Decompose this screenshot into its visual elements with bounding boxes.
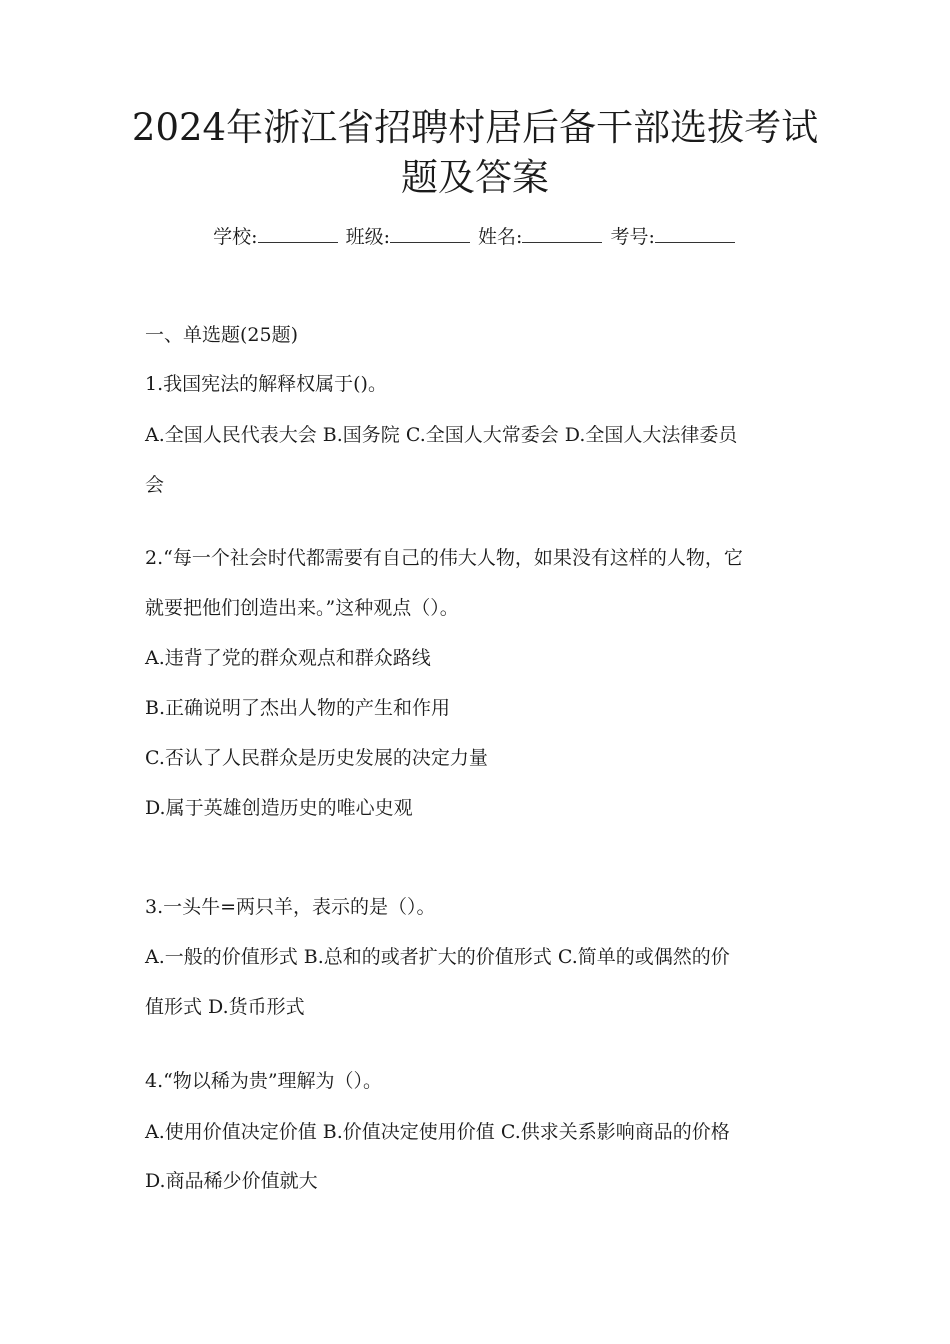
question-2-stem-line-2: 就要把他们创造出来。”这种观点（）。 [145,597,459,619]
question-3-options-line-1: A.一般的价值形式 B.总和的或者扩大的价值形式 C.简单的或偶然的价 [145,946,730,968]
school-label: 学校: [213,226,258,248]
school-blank [258,224,338,243]
question-1-options-line-2: 会 [145,474,165,496]
exam-number-blank [655,224,735,243]
question-2-option-a: A.违背了党的群众观点和群众路线 [145,647,431,669]
question-2-stem-line-1: 2.“每一个社会时代都需要有自己的伟大人物，如果没有这样的人物，它 [145,547,743,569]
section-heading: 一、单选题(25题) [145,324,299,346]
class-blank [390,224,470,243]
question-4-options-line-2: D.商品稀少价值就大 [145,1170,318,1192]
student-info-row [0,222,950,252]
document-title-line-1: 2024年浙江省招聘村居后备干部选拔考试 [131,106,819,149]
question-2-option-d: D.属于英雄创造历史的唯心史观 [145,797,413,819]
question-4-options-line-1: A.使用价值决定价值 B.价值决定使用价值 C.供求关系影响商品的价格 [145,1121,730,1143]
class-label: 班级: [345,226,390,248]
document-title-line-2: 题及答案 [401,156,549,199]
name-blank [522,224,602,243]
question-3-options-line-2: 值形式 D.货币形式 [145,996,305,1018]
question-2-option-b: B.正确说明了杰出人物的产生和作用 [145,697,451,719]
question-2-option-c: C.否认了人民群众是历史发展的决定力量 [145,747,488,769]
question-4-stem: 4.“物以稀为贵”理解为（）。 [145,1070,383,1092]
question-1-stem: 1.我国宪法的解释权属于()。 [145,373,387,395]
exam-number-label: 考号: [610,226,655,248]
name-label: 姓名: [478,226,523,248]
question-3-stem: 3.一头牛=两只羊，表示的是（）。 [145,896,436,918]
question-1-options-line-1: A.全国人民代表大会 B.国务院 C.全国人大常委会 D.全国人大法律委员 [145,424,738,446]
